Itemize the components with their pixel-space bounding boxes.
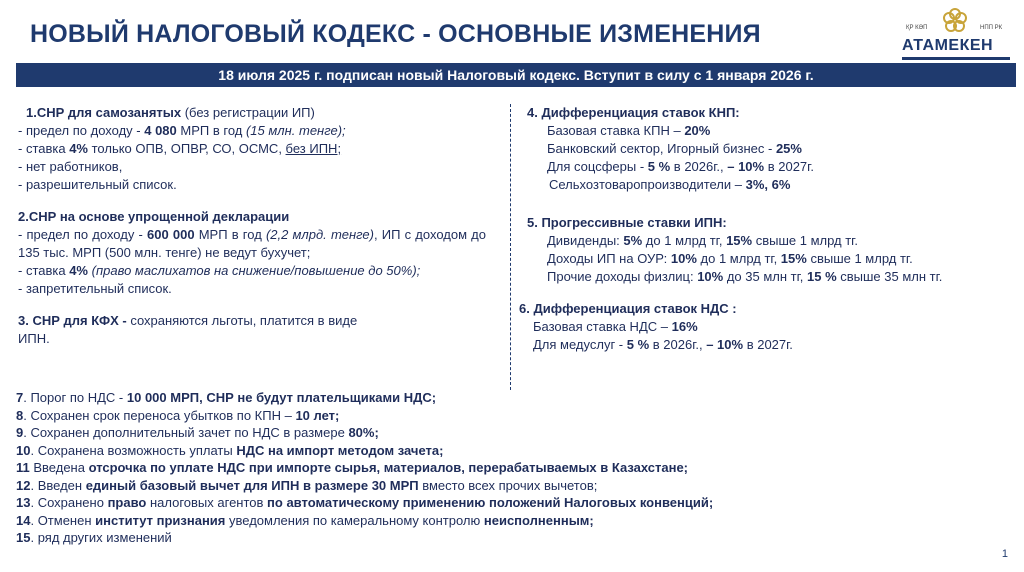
- s4-text: в 2026г.,: [670, 159, 728, 174]
- s5-value: 10%: [670, 251, 697, 266]
- s5-value: 15%: [780, 251, 807, 266]
- announcement-banner: 18 июля 2025 г. подписан новый Налоговый кодекс. Вступит в силу с 1 января 2026 г.: [16, 63, 1016, 87]
- s6-value: 16%: [671, 319, 698, 334]
- s5-text: до 1 млрд тг,: [642, 233, 727, 248]
- item-emphasis: отсрочка по уплате НДС при импорте сырья, материалов, перерабатываемых в Казахстане;: [88, 460, 689, 475]
- list-item: [16, 442, 1016, 460]
- s1-text: только ОПВ, ОПВР, СО, ОСМС,: [88, 141, 286, 156]
- s4-text: Сельхозтоваропроизводители –: [549, 177, 746, 192]
- section-2: [18, 208, 486, 298]
- item-text: вместо всех прочих вычетов;: [418, 477, 598, 493]
- section-1-heading-note: (без регистрации ИП): [181, 105, 315, 120]
- s6-text: в 2027г.: [743, 337, 793, 352]
- item-number: 7: [16, 390, 24, 405]
- item-emphasis: НДС на импорт методом зачета;: [236, 442, 444, 458]
- s3-text: сохраняются льготы, платится в виде ИПН.: [18, 313, 358, 346]
- item-number: 11: [16, 460, 30, 475]
- section-5-heading: 5. Прогрессивные ставки ИПН:: [527, 215, 727, 230]
- left-column: [18, 104, 486, 348]
- item-emphasis: неисполненным;: [483, 512, 594, 528]
- section-4: [519, 104, 1014, 194]
- s2-note: (2,2 млрд. тенге): [265, 227, 374, 242]
- s1-value: 4 080: [144, 123, 177, 138]
- s1-line: - разрешительный список.: [18, 177, 177, 192]
- page-number: 1: [1001, 548, 1008, 560]
- list-item: [16, 424, 1016, 442]
- item-emphasis: право: [107, 495, 147, 510]
- atameken-logo: [900, 6, 1012, 62]
- s4-value: 25%: [775, 141, 802, 156]
- item-number: 9: [16, 425, 24, 440]
- item-text: . Сохранен дополнительный зачет по НДС в размере: [23, 425, 349, 440]
- item-emphasis: 10 000 МРП, СНР не будут плательщиками НДС;: [126, 390, 437, 405]
- s2-note: (право маслихатов на снижение/повышение до 50%);: [91, 263, 421, 278]
- list-item: [16, 459, 1016, 477]
- section-5: [519, 214, 1014, 286]
- item-number: 12: [16, 477, 31, 493]
- s2-text: - ставка: [18, 263, 70, 278]
- item-text: . ряд других изменений: [30, 530, 172, 545]
- logo-caption-ru: НПП РК: [980, 25, 1003, 31]
- section-2-heading: 2.СНР на основе упрощенной декларации: [18, 209, 290, 224]
- s1-text: МРП в год: [176, 123, 246, 138]
- changes-list: [16, 389, 1016, 547]
- s2-value: 4%: [69, 263, 88, 278]
- s5-text: Прочие доходы физлиц:: [547, 269, 698, 284]
- item-text: Введена: [29, 460, 89, 475]
- list-item: [16, 407, 1016, 425]
- item-emphasis: единый базовый вычет для ИПН в размере 30 МРП: [85, 477, 419, 493]
- logo-underline: [902, 57, 1010, 60]
- s6-value: – 10%: [706, 337, 744, 352]
- s2-value: 600 000: [147, 227, 195, 242]
- column-divider: [510, 104, 511, 390]
- s4-value: – 10%: [727, 159, 765, 174]
- s1-line: - нет работников,: [18, 159, 123, 174]
- item-emphasis: институт признания: [95, 512, 226, 528]
- s4-value: 3%, 6%: [745, 177, 791, 192]
- item-text: . Порог по НДС -: [23, 390, 127, 405]
- item-text: . Сохранено: [30, 495, 108, 510]
- section-1: [18, 104, 486, 194]
- s5-value: 15 %: [807, 269, 837, 284]
- item-text: . Введен: [30, 477, 86, 493]
- s6-text: Базовая ставка НДС –: [533, 319, 672, 334]
- item-emphasis: 80%;: [348, 425, 379, 440]
- s5-value: 5%: [623, 233, 643, 248]
- s6-text: в 2026г.,: [649, 337, 707, 352]
- list-item: [16, 389, 1016, 407]
- list-item: [16, 477, 1016, 495]
- s4-value: 20%: [684, 123, 711, 138]
- page-title: НОВЫЙ НАЛОГОВЫЙ КОДЕКС - ОСНОВНЫЕ ИЗМЕНЕНИЯ: [30, 20, 761, 48]
- item-text: налоговых агентов: [146, 495, 268, 510]
- s2-text: , ИП с доходом до 135 тыс. МРП (500 млн. тенге) не ведут бухучет;: [18, 227, 486, 260]
- item-number: 14: [16, 512, 31, 528]
- s2-paragraph: [18, 226, 486, 262]
- item-number: 15: [16, 530, 31, 545]
- item-number: 13: [16, 495, 31, 510]
- s5-text: свыше 1 млрд тг.: [752, 233, 858, 248]
- s4-text: Базовая ставка КПН –: [547, 123, 685, 138]
- atameken-emblem-icon: [940, 6, 970, 36]
- s5-value: 10%: [697, 269, 724, 284]
- list-item: [16, 512, 1016, 530]
- s4-text: в 2027г.: [764, 159, 814, 174]
- item-number: 8: [16, 407, 24, 423]
- logo-wordmark: АТАМЕКЕН: [902, 37, 994, 54]
- item-text: . Отменен: [30, 512, 96, 528]
- section-1-heading: 1.СНР для самозанятых: [26, 105, 182, 120]
- item-text: . Сохранен срок переноса убытков по КПН –: [23, 407, 296, 423]
- section-3-heading: 3. СНР для КФХ -: [18, 313, 127, 328]
- section-6: [519, 300, 1014, 354]
- s5-text: до 35 млн тг,: [723, 269, 807, 284]
- section-6-heading: 6. Дифференциация ставок НДС :: [519, 301, 737, 316]
- item-text: уведомления по камеральному контролю: [225, 512, 484, 528]
- s5-text: Дивиденды:: [547, 233, 624, 248]
- s2-line: - запретительный список.: [18, 281, 172, 296]
- item-emphasis: 10 лет;: [295, 407, 340, 423]
- list-item: [16, 529, 1016, 547]
- s5-text: Доходы ИП на ОУР:: [547, 251, 671, 266]
- s4-value: 5 %: [647, 159, 671, 174]
- s6-value: 5 %: [626, 337, 650, 352]
- s1-note: (15 млн. тенге);: [245, 123, 346, 138]
- item-emphasis: по автоматическому применению положений Налоговых конвенций;: [267, 495, 714, 510]
- section-4-heading: 4. Дифференциация ставок КНП:: [527, 105, 740, 120]
- s2-text: МРП в год: [194, 227, 266, 242]
- item-text: . Сохранена возможность уплаты: [30, 442, 237, 458]
- s6-text: Для медуслуг -: [533, 337, 627, 352]
- s1-text: - ставка: [18, 141, 70, 156]
- section-3: [18, 312, 378, 348]
- s4-text: Банковский сектор, Игорный бизнес -: [547, 141, 776, 156]
- item-number: 10: [16, 442, 31, 458]
- s1-underlined: без ИПН;: [285, 141, 342, 156]
- s5-text: свыше 35 млн тг.: [836, 269, 943, 284]
- logo-caption-kz: ҚР КӘП: [906, 25, 928, 31]
- s2-text: - предел по доходу -: [18, 227, 147, 242]
- list-item: [16, 494, 1016, 512]
- s1-value: 4%: [69, 141, 88, 156]
- s4-text: Для соцсферы -: [547, 159, 648, 174]
- s2-paragraph: [18, 262, 486, 280]
- s5-text: свыше 1 млрд тг.: [806, 251, 913, 266]
- s5-value: 15%: [726, 233, 753, 248]
- s5-text: до 1 млрд тг,: [696, 251, 781, 266]
- right-column: [519, 104, 1014, 354]
- s1-text: - предел по доходу -: [18, 123, 145, 138]
